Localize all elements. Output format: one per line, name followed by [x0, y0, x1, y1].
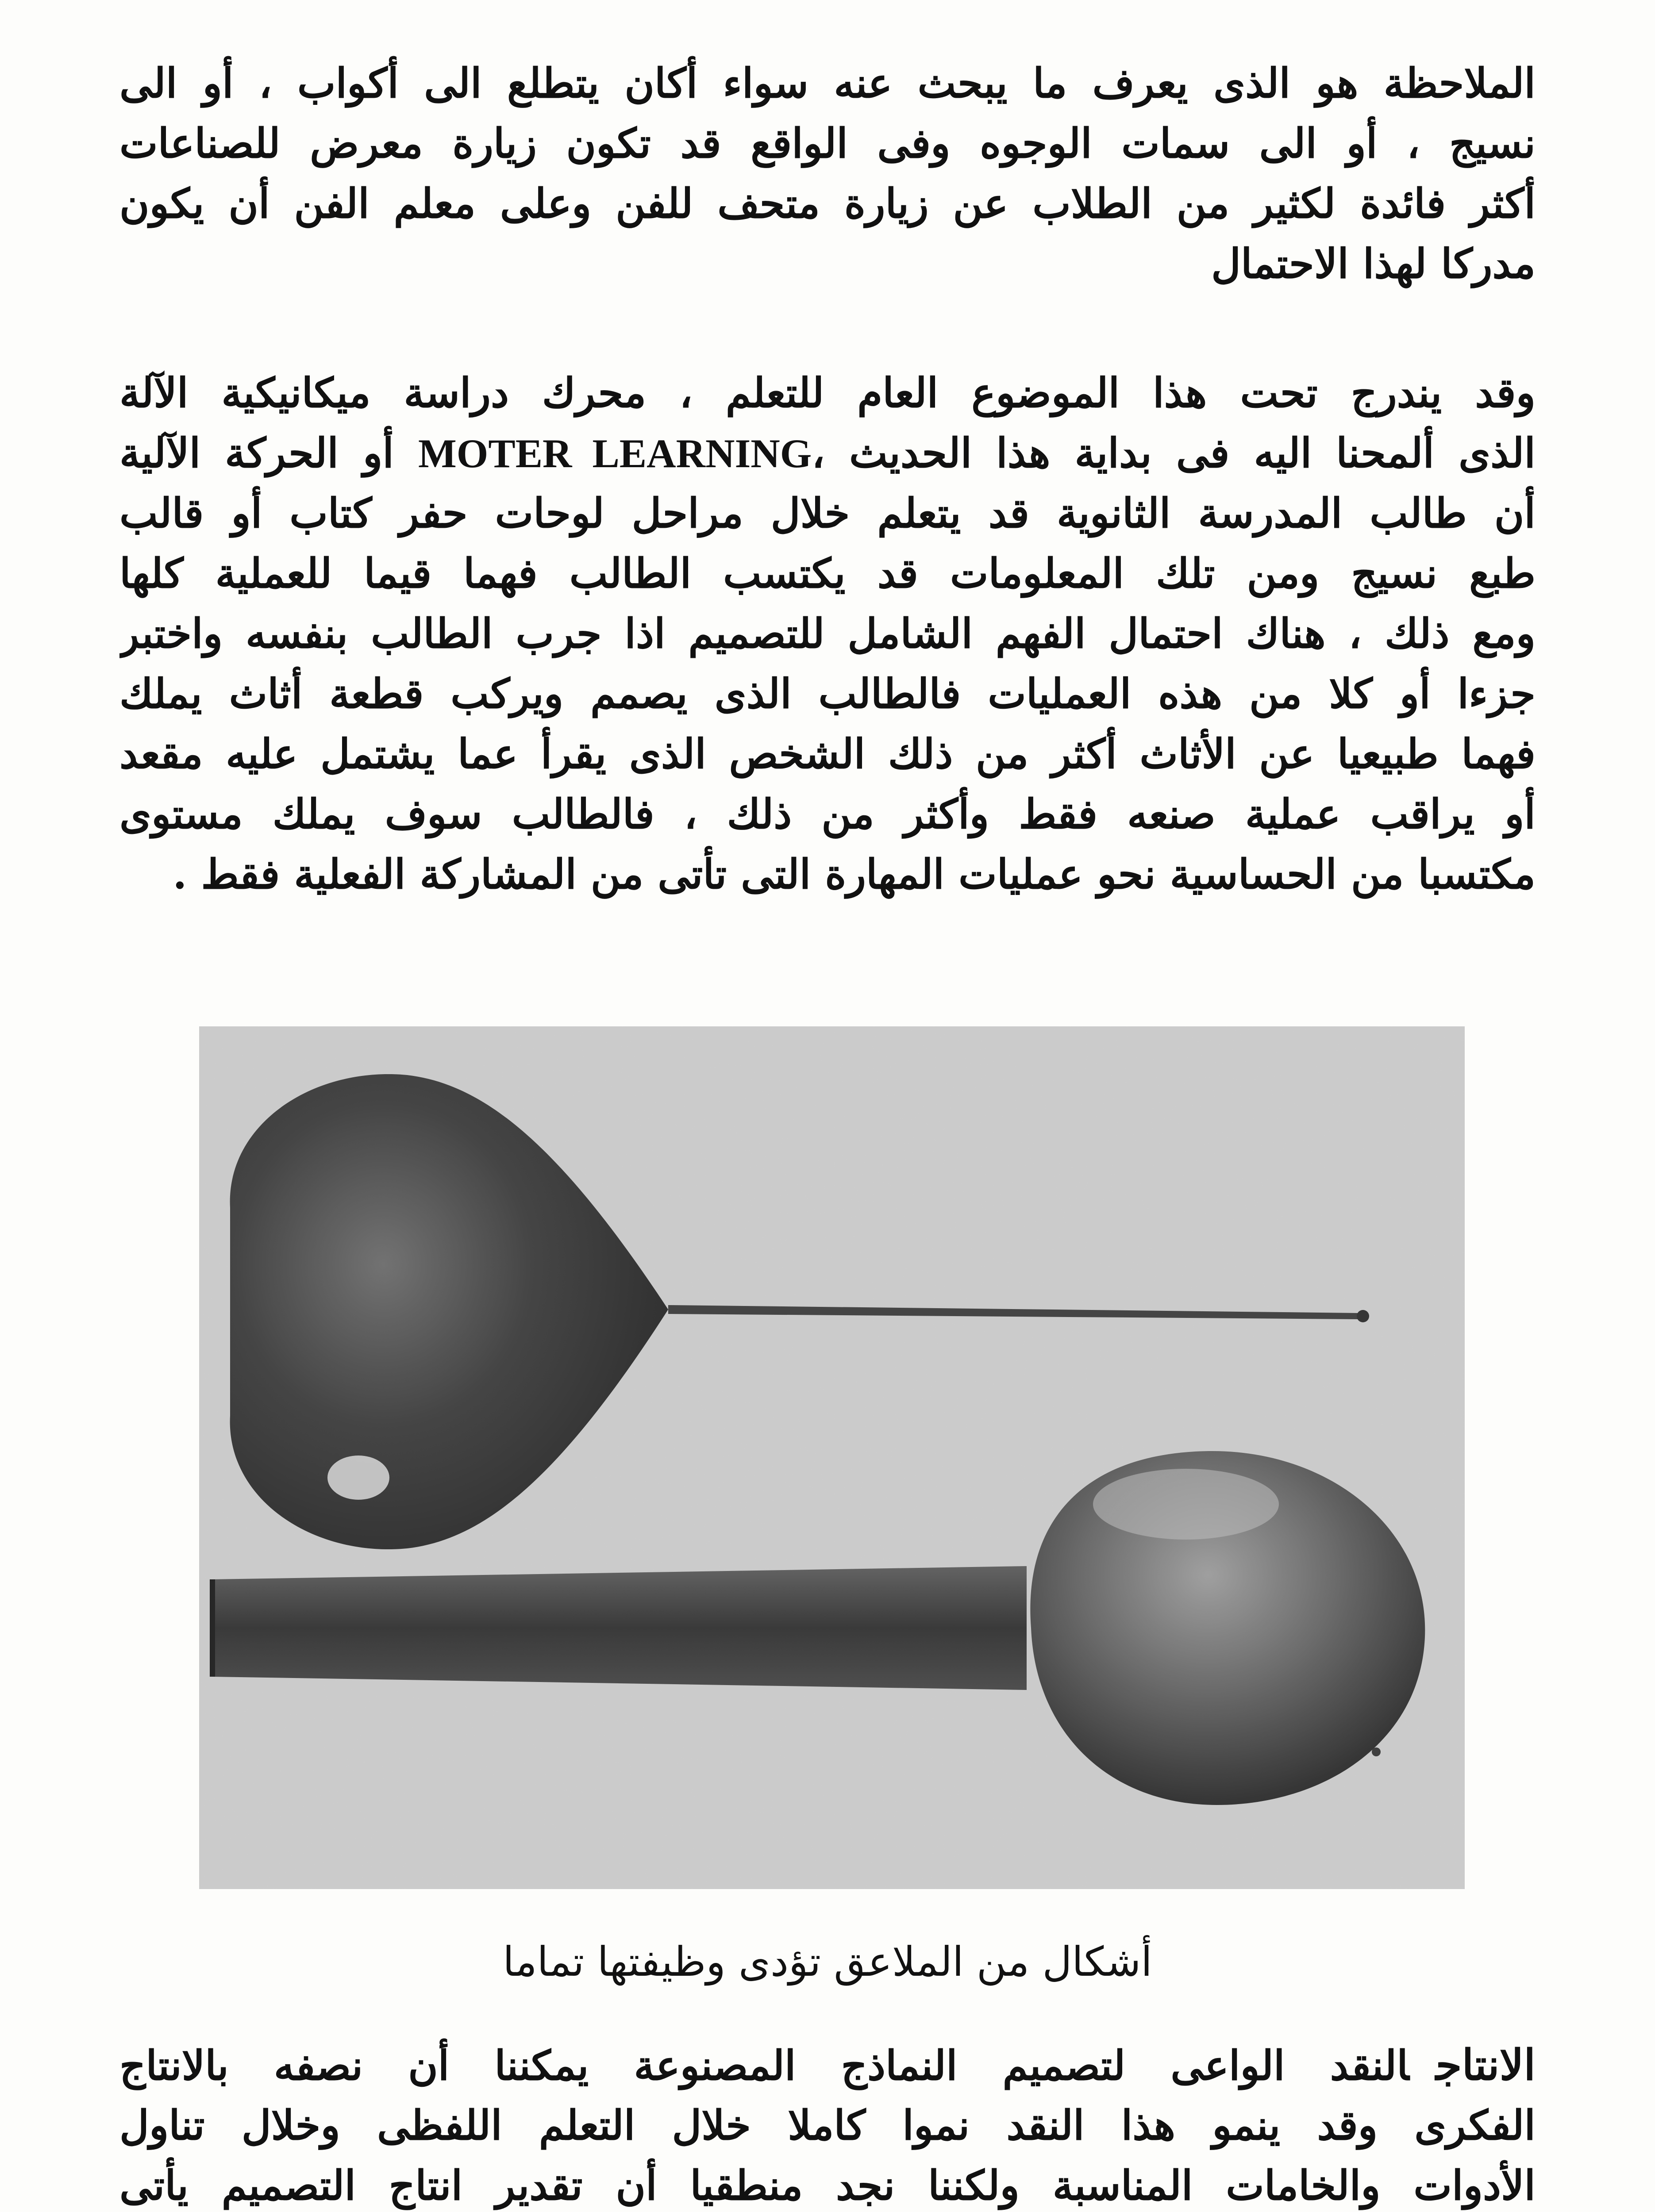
text-line-with-heading [119, 2035, 1536, 2095]
photo-grain [199, 1026, 1465, 1889]
text-line: الملاحظة هو الذى يعرف ما يبحث عنه سواء أكان يتطلع الى أكواب ، أو الى [119, 59, 1536, 107]
latin-term: MOTER LEARNING [418, 431, 812, 476]
text-line: الأدوات والخامات المناسبة ولكننا نجد منطقيا أن تقدير انتاج التصميم يأتى [119, 2162, 1536, 2209]
text-line: طبع نسيج ومن تلك المعلومات قد يكتسب الطالب فهما قيما للعملية كلها [119, 549, 1536, 597]
text-line-with-latin [119, 423, 1536, 483]
text-line: فهما طبيعيا عن الأثاث أكثر من ذلك الشخص الذى يقرأ عما يشتمل عليه مقعد [119, 730, 1536, 778]
text-line: جزءا أو كلا من هذه العمليات فالطالب الذى يصمم ويركب قطعة أثاث يملك [119, 670, 1536, 718]
paragraph-production [119, 2035, 1536, 2212]
text-line: أن طالب المدرسة الثانوية قد يتعلم خلال مراحل لوحات حفر كتاب أو قالب [119, 489, 1536, 537]
section-heading: الانتاج [1436, 2040, 1536, 2090]
text-line: أكثر فائدة لكثير من الطلاب عن زيارة متحف للفن وعلى معلم الفن أن يكون [119, 180, 1536, 227]
text-line: الفكرى وقد ينمو هذا النقد نموا كاملا خلال التعلم اللفظى وخلال تناول [119, 2101, 1536, 2149]
text-segment: النقد الواعى لتصميم النماذج المصنوعة يمكننا أن نصفه بالانتاج [119, 2042, 1409, 2089]
figure-caption: أشكال من الملاعق تؤدى وظيفتها تماما [503, 1938, 1152, 1985]
text-line: أو يراقب عملية صنعه فقط وأكثر من ذلك ، فالطالب سوف يملك مستوى [119, 790, 1536, 838]
text-line: مكتسبا من الحساسية نحو عمليات المهارة التى تأتى من المشاركة الفعلية فقط . [173, 850, 1536, 898]
paragraph-motor-learning [119, 363, 1536, 904]
text-segment: أو الحركة الآلية [119, 429, 418, 477]
text-segment: الذى ألمحنا اليه فى بداية هذا الحديث ، [812, 429, 1536, 477]
spoons-photograph [199, 1026, 1465, 1889]
text-line: مدركا لهذا الاحتمال [1211, 240, 1536, 288]
text-line: ومع ذلك ، هناك احتمال الفهم الشامل للتصميم اذا جرب الطالب بنفسه واختبر [119, 610, 1536, 657]
paragraph-observation [119, 53, 1536, 294]
text-line: وقد يندرج تحت هذا الموضوع العام للتعلم ، محرك دراسة ميكانيكية الآلة [119, 369, 1536, 417]
text-line: نسيج ، أو الى سمات الوجوه وفى الواقع قد تكون زيارة معرض للصناعات [119, 119, 1536, 167]
spoons-illustration [199, 1026, 1465, 1889]
